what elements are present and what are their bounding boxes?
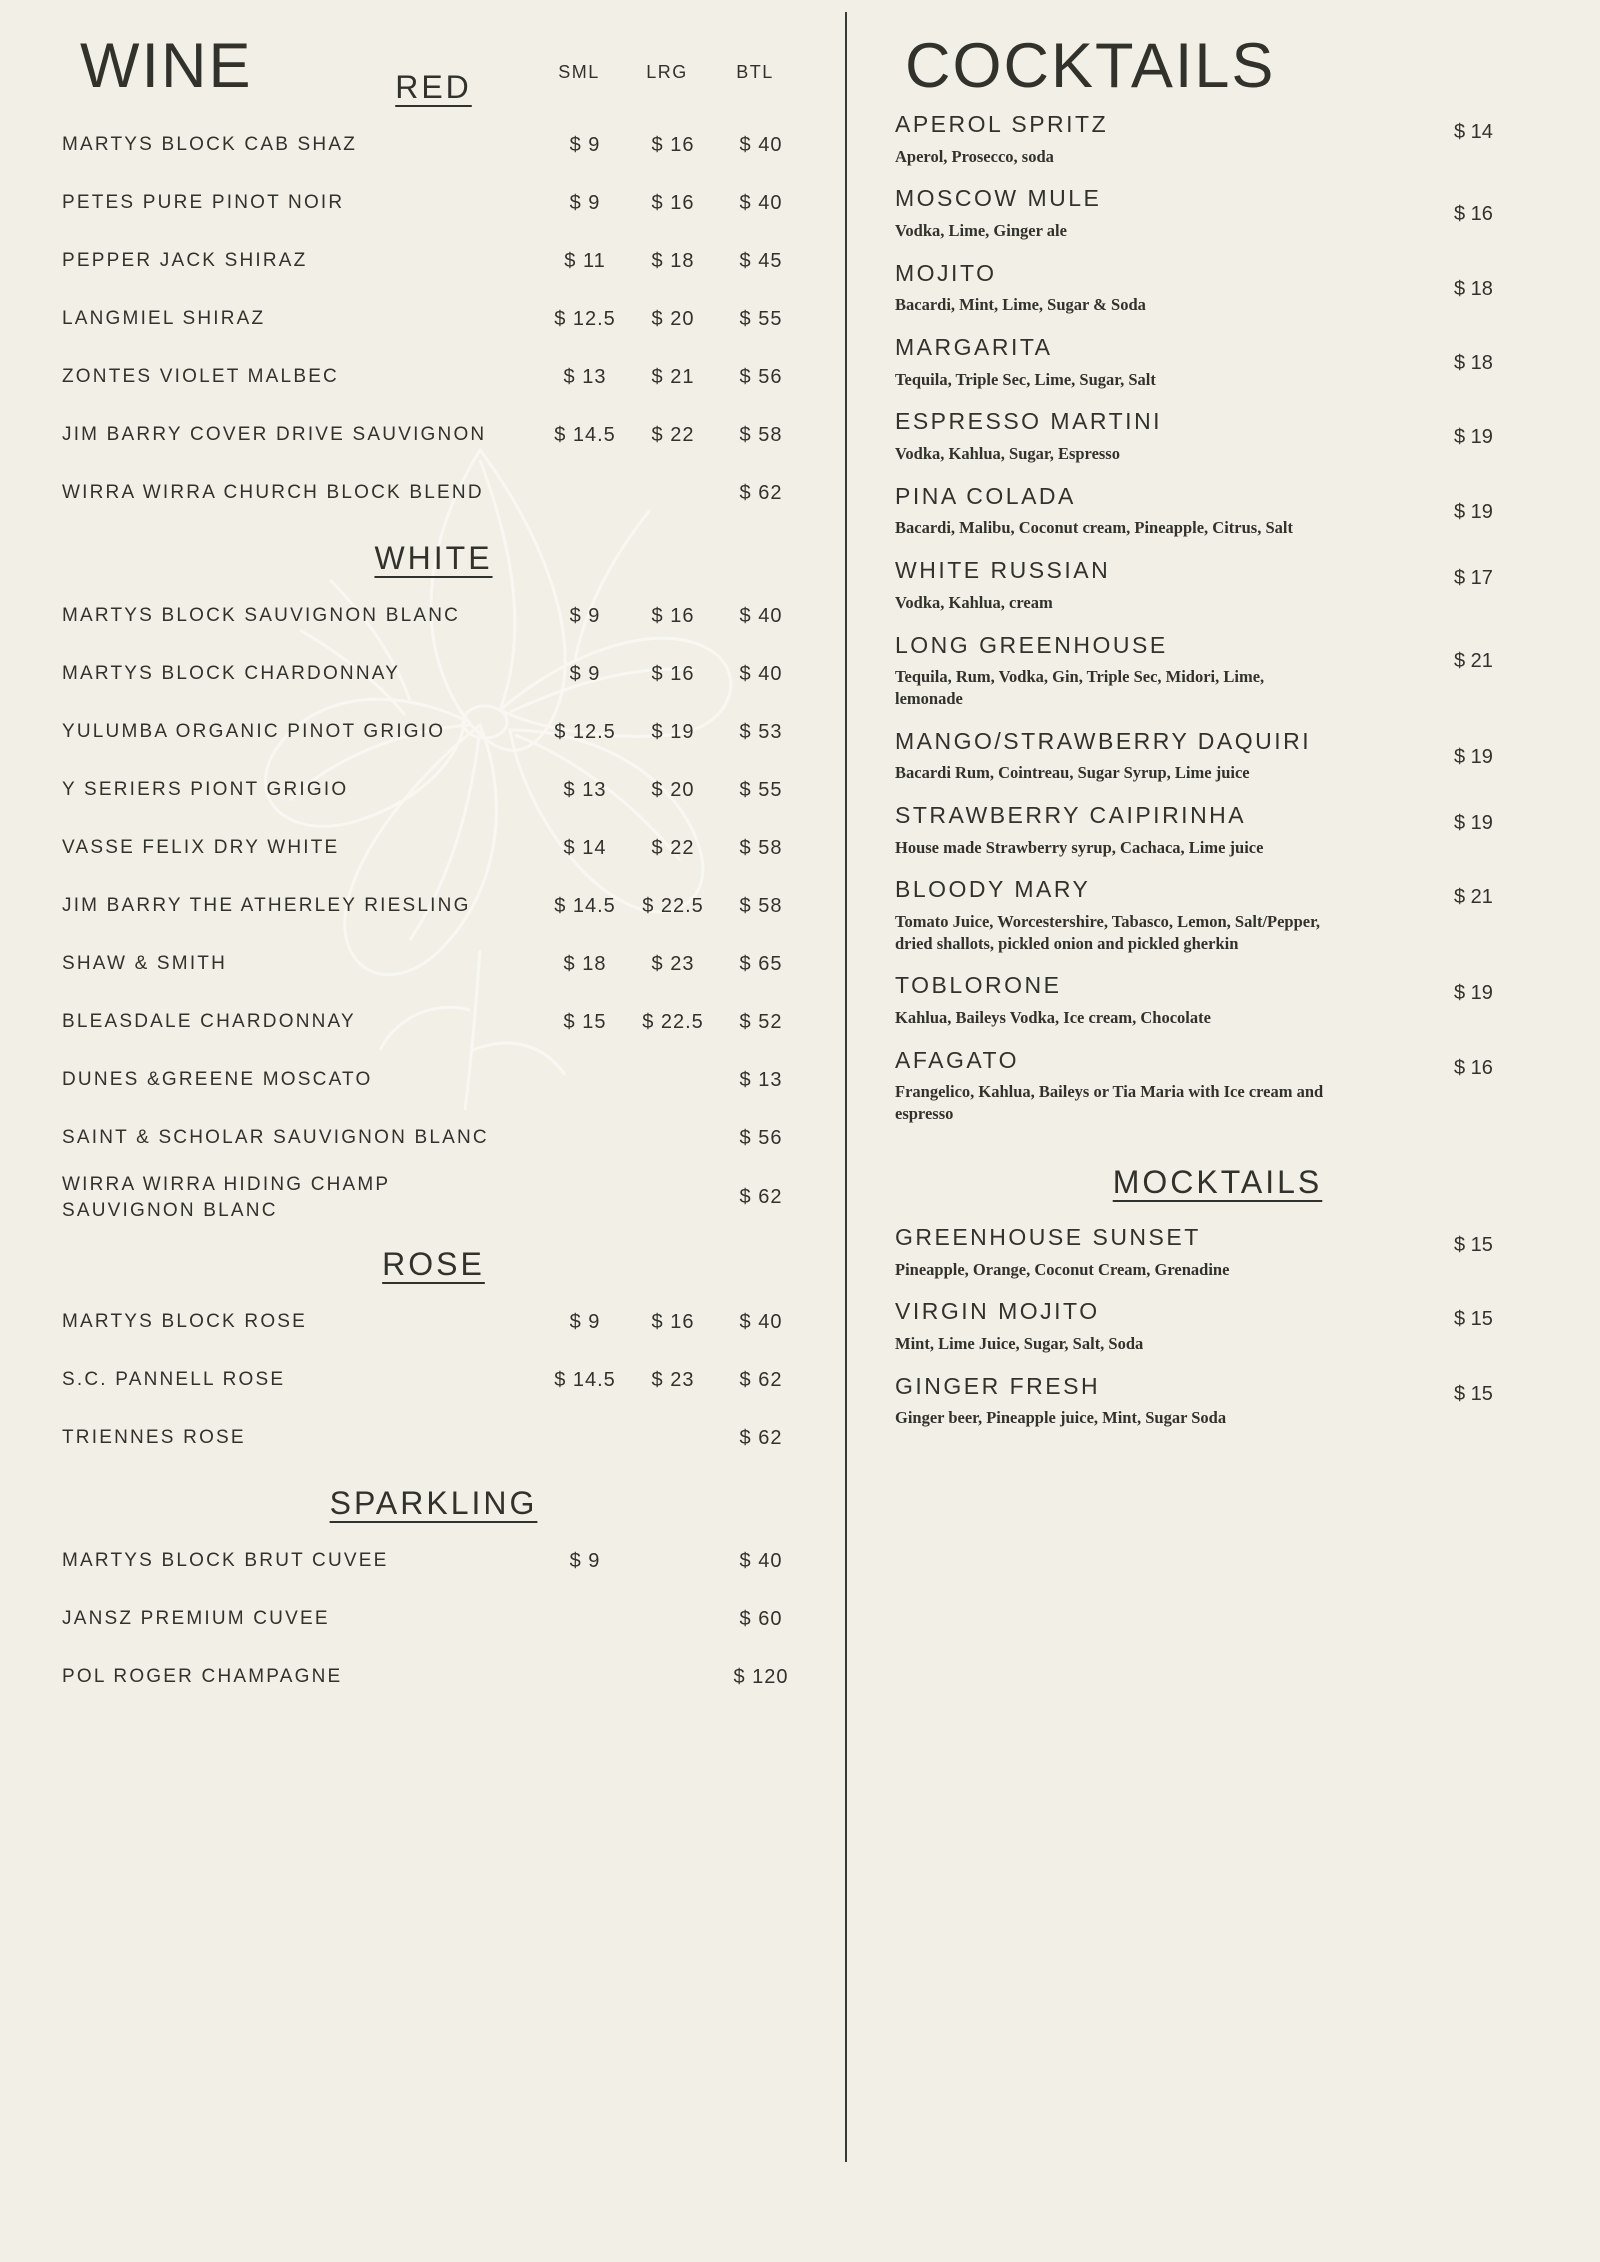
price-sml: $ 14 — [563, 836, 607, 859]
cocktail-name: AFAGATO — [895, 1046, 1020, 1073]
price-btl: $ 56 — [739, 365, 783, 388]
price-btl: $ 40 — [739, 1549, 783, 1572]
wine-name: MARTYS BLOCK ROSE — [62, 1311, 308, 1333]
list-item — [895, 325, 1540, 399]
list-item — [895, 399, 1540, 473]
mocktail-main — [895, 1298, 1454, 1354]
wine-list-red — [62, 116, 805, 522]
category-heading-sparkling: SPARKLING — [329, 1485, 538, 1522]
price-sml: $ 9 — [569, 604, 601, 627]
price-btl: $ 55 — [739, 778, 783, 801]
price-btl: $ 40 — [739, 133, 783, 156]
price-btl: $ 45 — [739, 249, 783, 272]
price-sml: $ 13 — [563, 778, 607, 801]
price-btl: $ 62 — [739, 481, 783, 504]
price-sml: $ 12.5 — [554, 720, 616, 743]
list-item — [895, 1038, 1540, 1134]
price-lrg: $ 23 — [651, 1368, 695, 1391]
cocktail-description: Bacardi Rum, Cointreau, Sugar Syrup, Lime juice — [895, 763, 1250, 783]
cocktail-price: $ 14 — [1454, 121, 1493, 143]
cocktail-price: $ 21 — [1454, 649, 1493, 672]
mocktail-name: VIRGIN MOJITO — [895, 1298, 1100, 1325]
cocktail-description: Frangelico, Kahlua, Baileys or Tia Maria with Ice cream and espresso — [895, 1082, 1324, 1124]
wine-list-sparkling — [62, 1532, 805, 1706]
mocktails-heading: MOCKTAILS — [1112, 1163, 1323, 1200]
price-lrg: $ 16 — [651, 133, 695, 156]
cocktail-description: Aperol, Prosecco, soda — [895, 146, 1054, 166]
table-row — [62, 1409, 805, 1467]
table-row — [62, 1109, 805, 1167]
list-item — [895, 719, 1540, 793]
price-sml: $ 9 — [569, 1549, 601, 1572]
price-lrg: $ 16 — [651, 191, 695, 214]
cocktail-name: STRAWBERRY CAIPIRINHA — [895, 802, 1247, 828]
cocktail-main — [895, 557, 1454, 613]
table-row — [62, 703, 805, 761]
cocktail-main — [895, 185, 1454, 241]
cocktail-name: MANGO/STRAWBERRY DAQUIRI — [895, 727, 1312, 754]
list-item — [895, 548, 1540, 622]
wine-name: BLEASDALE CHARDONNAY — [62, 1011, 356, 1033]
list-item — [895, 1215, 1540, 1289]
price-btl: $ 56 — [739, 1126, 783, 1149]
price-btl: $ 62 — [739, 1186, 783, 1209]
cocktail-main — [895, 483, 1454, 539]
cocktail-main — [895, 260, 1454, 316]
mocktail-main — [895, 1224, 1454, 1280]
price-sml: $ 9 — [569, 662, 601, 685]
cocktail-name: ESPRESSO MARTINI — [895, 408, 1163, 435]
wine-name: MARTYS BLOCK CHARDONNAY — [62, 663, 401, 685]
cocktail-name: LONG GREENHOUSE — [895, 631, 1168, 658]
mocktail-name: GREENHOUSE SUNSET — [895, 1223, 1201, 1250]
wine-name: PEPPER JACK SHIRAZ — [62, 250, 308, 272]
column-header-btl: BTL — [736, 62, 774, 82]
price-lrg: $ 20 — [651, 778, 695, 801]
cocktail-list — [895, 102, 1540, 1134]
cocktail-main — [895, 876, 1454, 954]
price-btl: $ 58 — [739, 894, 783, 917]
cocktail-description: House made Strawberry syrup, Cachaca, Lime juice — [895, 837, 1264, 857]
category-heading-white: WHITE — [374, 540, 493, 576]
wine-name: YULUMBA ORGANIC PINOT GRIGIO — [62, 721, 446, 743]
table-row — [62, 1351, 805, 1409]
mocktail-main — [895, 1373, 1454, 1429]
wine-list-white — [62, 587, 805, 1228]
list-item — [895, 793, 1540, 867]
wine-name: SAINT & SCHOLAR SAUVIGNON BLANC — [62, 1127, 489, 1149]
price-btl: $ 62 — [739, 1368, 783, 1391]
cocktail-name: TOBLORONE — [895, 972, 1062, 999]
price-sml: $ 9 — [569, 1310, 601, 1333]
mocktail-description: Mint, Lime Juice, Sugar, Salt, Soda — [895, 1333, 1144, 1353]
wine-name: TRIENNES ROSE — [62, 1427, 246, 1449]
price-lrg: $ 21 — [651, 365, 695, 388]
table-row — [62, 819, 805, 877]
wine-name: WIRRA WIRRA CHURCH BLOCK BLEND — [62, 482, 484, 504]
wine-name: JANSZ PREMIUM CUVEE — [62, 1608, 330, 1630]
table-row — [62, 1590, 805, 1648]
cocktail-name: MOJITO — [895, 259, 997, 286]
list-item — [895, 176, 1540, 250]
mocktail-price: $ 15 — [1454, 1233, 1493, 1256]
cocktail-description: Vodka, Lime, Ginger ale — [895, 220, 1067, 240]
price-btl: $ 40 — [739, 191, 783, 214]
table-row — [62, 406, 805, 464]
table-row — [62, 1293, 805, 1351]
list-item — [895, 623, 1540, 719]
price-btl: $ 53 — [739, 720, 783, 743]
wine-title: WINE — [80, 31, 253, 101]
cocktail-description: Tomato Juice, Worcestershire, Tabasco, Lemon, Salt/Pepper, dried shallots, pickled onion and pickled gherkin — [895, 911, 1321, 953]
cocktail-name: MOSCOW MULE — [895, 185, 1102, 212]
list-item — [895, 1289, 1540, 1363]
price-sml: $ 9 — [569, 133, 601, 156]
cocktail-name: MARGARITA — [895, 334, 1053, 361]
price-lrg: $ 18 — [651, 249, 695, 272]
price-sml: $ 12.5 — [554, 307, 616, 330]
price-btl: $ 60 — [739, 1607, 783, 1630]
wine-name: SHAW & SMITH — [62, 953, 228, 975]
cocktail-price: $ 16 — [1454, 1056, 1493, 1079]
price-lrg: $ 23 — [651, 952, 695, 975]
table-row — [62, 935, 805, 993]
cocktail-description: Kahlua, Baileys Vodka, Ice cream, Chocolate — [895, 1008, 1211, 1028]
list-item — [895, 963, 1540, 1037]
cocktails-title: COCKTAILS — [905, 31, 1276, 101]
cocktail-price: $ 19 — [1454, 812, 1493, 834]
cocktail-description: Vodka, Kahlua, cream — [895, 592, 1053, 612]
wine-name: S.C. PANNELL ROSE — [62, 1369, 286, 1391]
cocktail-price: $ 17 — [1454, 567, 1493, 590]
cocktail-description: Vodka, Kahlua, Sugar, Espresso — [895, 444, 1120, 464]
mocktail-price: $ 15 — [1454, 1382, 1493, 1405]
cocktail-main — [895, 1047, 1454, 1125]
column-divider — [845, 12, 847, 2162]
list-item — [895, 867, 1540, 963]
mocktail-list — [895, 1215, 1540, 1438]
cocktail-price: $ 19 — [1454, 982, 1493, 1005]
cocktail-main — [895, 802, 1454, 858]
cocktail-price: $ 19 — [1454, 500, 1493, 523]
cocktail-price: $ 18 — [1454, 352, 1493, 375]
table-row — [62, 116, 805, 174]
price-lrg: $ 22.5 — [642, 894, 704, 917]
price-lrg: $ 20 — [651, 307, 695, 330]
cocktail-main — [895, 728, 1454, 784]
cocktail-main — [895, 111, 1454, 167]
table-row — [62, 993, 805, 1051]
table-row — [62, 1532, 805, 1590]
table-row — [62, 348, 805, 406]
cocktail-price: $ 19 — [1454, 426, 1493, 449]
wine-name: JIM BARRY COVER DRIVE SAUVIGNON — [62, 424, 487, 446]
cocktail-price: $ 18 — [1454, 277, 1493, 300]
price-sml: $ 15 — [563, 1010, 607, 1033]
mocktail-description: Ginger beer, Pineapple juice, Mint, Sugar Soda — [895, 1408, 1227, 1428]
price-btl: $ 52 — [739, 1010, 783, 1033]
price-lrg: $ 22 — [651, 423, 695, 446]
table-row — [62, 1051, 805, 1109]
wine-name: LANGMIEL SHIRAZ — [62, 308, 266, 330]
table-row — [62, 877, 805, 935]
wine-name: VASSE FELIX DRY WHITE — [62, 837, 340, 859]
price-lrg: $ 19 — [651, 720, 695, 743]
price-lrg: $ 16 — [651, 1310, 695, 1333]
list-item — [895, 1364, 1540, 1438]
price-btl: $ 120 — [733, 1665, 789, 1688]
wine-name: WIRRA WIRRA HIDING CHAMP SAUVIGNON BLANC — [62, 1174, 390, 1221]
wine-name: MARTYS BLOCK SAUVIGNON BLANC — [62, 605, 461, 627]
cocktail-main — [895, 972, 1454, 1028]
cocktail-name: PINA COLADA — [895, 482, 1076, 509]
price-btl: $ 55 — [739, 307, 783, 330]
cocktail-price: $ 19 — [1454, 745, 1493, 768]
cocktail-name: BLOODY MARY — [895, 876, 1091, 903]
table-row — [62, 645, 805, 703]
price-sml: $ 14.5 — [554, 894, 616, 917]
wine-name: Y SERIERS PIONT GRIGIO — [62, 779, 349, 801]
cocktail-price: $ 16 — [1454, 203, 1493, 226]
mocktail-name: GINGER FRESH — [895, 1372, 1101, 1399]
price-sml: $ 11 — [564, 249, 606, 272]
mocktail-price: $ 15 — [1454, 1308, 1493, 1331]
price-btl: $ 40 — [739, 1310, 783, 1333]
price-sml: $ 9 — [569, 191, 601, 214]
category-heading-red: RED — [395, 69, 472, 105]
column-header-sml: SML — [558, 62, 600, 82]
wine-name: DUNES &GREENE MOSCATO — [62, 1069, 373, 1091]
list-item — [895, 251, 1540, 325]
price-sml: $ 13 — [563, 365, 607, 388]
column-header-lrg: LRG — [646, 62, 688, 82]
price-sml: $ 18 — [563, 952, 607, 975]
list-item — [895, 474, 1540, 548]
wine-name: ZONTES VIOLET MALBEC — [62, 366, 339, 388]
cocktail-name: WHITE RUSSIAN — [895, 557, 1111, 584]
table-row — [62, 1648, 805, 1706]
cocktail-description: Tequila, Triple Sec, Lime, Sugar, Salt — [895, 369, 1156, 389]
table-row — [62, 761, 805, 819]
cocktail-name: APEROL SPRITZ — [895, 111, 1109, 137]
list-item — [895, 102, 1540, 176]
wine-name: PETES PURE PINOT NOIR — [62, 192, 345, 214]
price-btl: $ 58 — [739, 836, 783, 859]
price-sml: $ 14.5 — [554, 423, 616, 446]
price-btl: $ 62 — [739, 1426, 783, 1449]
mocktail-description: Pineapple, Orange, Coconut Cream, Grenadine — [895, 1259, 1230, 1279]
price-btl: $ 13 — [739, 1068, 783, 1091]
cocktail-description: Bacardi, Malibu, Coconut cream, Pineapple, Citrus, Salt — [895, 518, 1293, 538]
cocktail-main — [895, 632, 1454, 710]
cocktail-description: Bacardi, Mint, Lime, Sugar & Soda — [895, 295, 1146, 315]
cocktail-main — [895, 408, 1454, 464]
cocktail-description: Tequila, Rum, Vodka, Gin, Triple Sec, Midori, Lime, lemonade — [895, 667, 1265, 708]
cocktail-price: $ 21 — [1454, 886, 1493, 909]
price-lrg: $ 16 — [651, 662, 695, 685]
wine-name: POL ROGER CHAMPAGNE — [62, 1666, 343, 1688]
price-lrg: $ 22 — [651, 836, 695, 859]
table-row — [62, 1167, 805, 1228]
wine-name: MARTYS BLOCK BRUT CUVEE — [62, 1550, 389, 1572]
category-heading-rose: ROSE — [382, 1246, 485, 1283]
table-row — [62, 290, 805, 348]
table-row — [62, 232, 805, 290]
cocktail-main — [895, 334, 1454, 390]
table-row — [62, 464, 805, 522]
price-lrg: $ 16 — [651, 604, 695, 627]
price-btl: $ 65 — [739, 952, 783, 975]
price-btl: $ 40 — [739, 662, 783, 685]
wine-list-rose — [62, 1293, 805, 1467]
wine-name: MARTYS BLOCK CAB SHAZ — [62, 134, 358, 156]
table-row — [62, 587, 805, 645]
price-sml: $ 14.5 — [554, 1368, 616, 1391]
price-btl: $ 40 — [739, 604, 783, 627]
price-btl: $ 58 — [739, 423, 783, 446]
cocktails-column — [847, 0, 1600, 2262]
price-lrg: $ 22.5 — [642, 1010, 704, 1033]
table-row — [62, 174, 805, 232]
wine-name: JIM BARRY THE ATHERLEY RIESLING — [62, 895, 471, 917]
